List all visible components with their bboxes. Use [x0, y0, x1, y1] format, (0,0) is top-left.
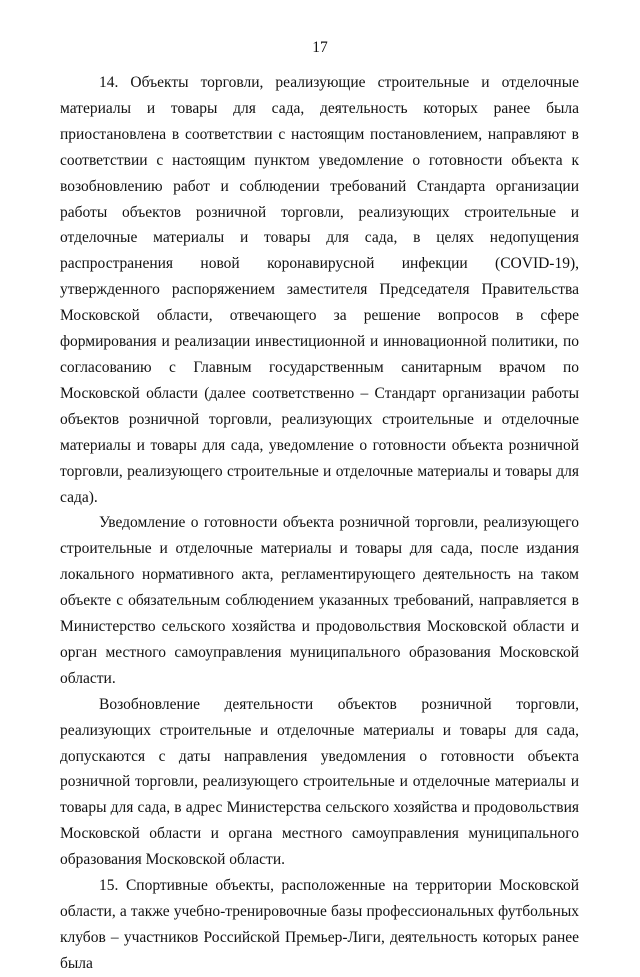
paragraph-notification: Уведомление о готовности объекта розничной торговли, реализующего строительные и отделочные материалы и товары для сада, после издания локального нормативного акта, регламентирующего деятельность на таком объекте с обязательным соблюдением указанных требований, направляется в Министерство сельского хозяйства и продовольствия Московской области и орган местного самоуправления муниципального образования Московской области. [60, 514, 579, 687]
paragraph-item-15: 15. Спортивные объекты, расположенные на территории Московской области, а также учебно-тренировочные базы профессиональных футбольных клубов – участников Российской Премьер-Лиги, деятельность которых ранее была [60, 877, 579, 972]
paragraph-item-14: 14. Объекты торговли, реализующие строительные и отделочные материалы и товары для сада, деятельность которых ранее была приостановлена в соответствии с настоящим постановлением, направляют в соответствии с настоящим пунктом уведомление о готовности объекта к возобновлению работ и соблюдении требований Стандарта организации работы объектов розничной торговли, реализующих строительные и отделочные материалы и товары для сада, в целях недопущения распространения новой коронавирусной инфекции (COVID-19), утвержденного распоряжением заместителя Председателя Правительства Московской области, отвечающего за решение вопросов в сфере формирования и реализации инвестиционной и инновационной политики, по согласованию с Главным государственным санитарным врачом по Московской области (далее соответственно – Стандарт организации работы объектов розничной торговли, реализующих строительные и отделочные материалы и товары для сада, уведомление о готовности объекта розничной торговли, реализующего строительные и отделочные материалы и товары для сада). [60, 74, 579, 506]
page-number: 17 [312, 39, 328, 56]
paragraph-resumption: Возобновление деятельности объектов розничной торговли, реализующих строительные и отделочные материалы и товары для сада, допускаются с даты направления уведомления о готовности объекта розничной торговли, реализующего строительные и отделочные материалы и товары для сада, в адрес Министерства сельского хозяйства и продовольствия Московской области и органа местного самоуправления муниципального образования Московской области. [60, 695, 579, 869]
document-body [60, 70, 579, 977]
